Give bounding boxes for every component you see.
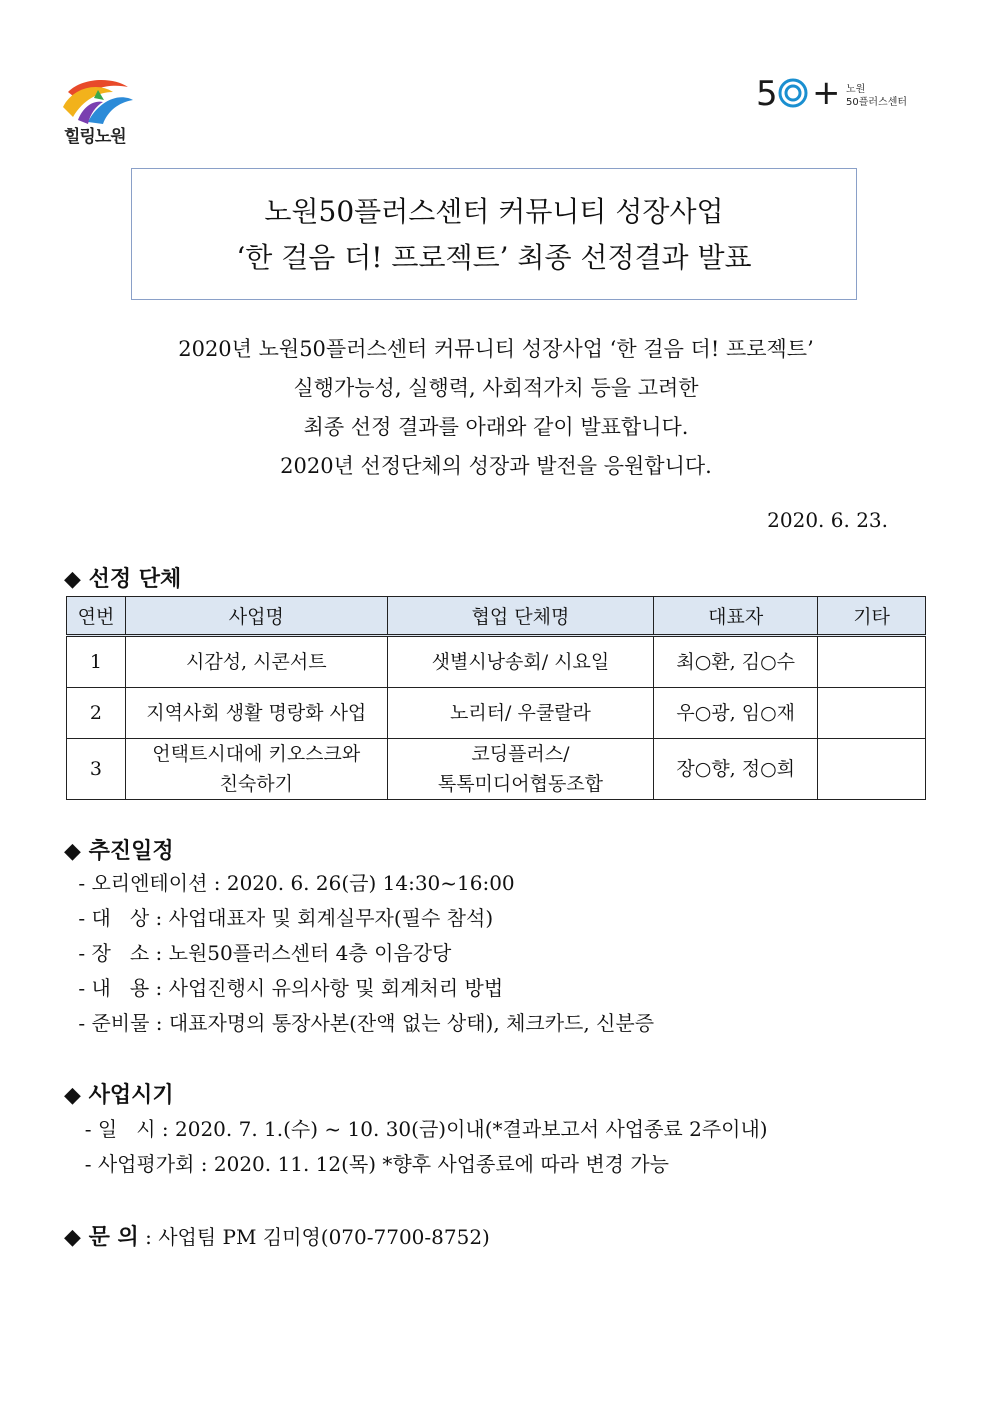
title-box — [131, 168, 857, 300]
list-item: - 내 용 : 사업진행시 유의사항 및 회계처리 방법 — [72, 976, 504, 1000]
nowon-50plus-logo — [756, 74, 916, 118]
selection-table — [66, 596, 926, 800]
healing-nowon-logo-text: 힐링노원 — [64, 127, 126, 147]
project-name: 언택트시대에 키오스크와 — [152, 743, 361, 765]
representative: 우○광, 임○재 — [654, 688, 818, 739]
star-logo-icon — [58, 72, 138, 128]
representative: 장○향, 정○희 — [654, 739, 818, 800]
list-item: - 장 소 : 노원50플러스센터 4층 이음강당 — [72, 941, 452, 965]
intro-line: 실행가능성, 실행력, 사회적가치 등을 고려한 — [293, 376, 699, 400]
representative: 최○환, 김○수 — [654, 636, 818, 688]
column-header: 협업 단체명 — [387, 597, 654, 636]
org-name: 코딩플러스/ — [471, 743, 570, 765]
project-name-cont: 친숙하기 — [219, 773, 293, 795]
contact-text: : 사업팀 PM 김미영(070-7700-8752) — [138, 1225, 490, 1249]
row-number: 1 — [67, 636, 126, 688]
etc-cell — [818, 636, 926, 688]
intro-line: 2020년 노원50플러스센터 커뮤니티 성장사업 ‘한 걸음 더! 프로젝트’ — [178, 337, 814, 361]
org-name: 노리터/ 우쿨랄라 — [387, 688, 654, 739]
period-heading: ◆ 사업시기 — [64, 1083, 174, 1108]
list-item: - 사업평가회 : 2020. 11. 12(목) *향후 사업종료에 따라 변경 가능 — [72, 1152, 669, 1176]
period-list — [72, 1112, 768, 1182]
row-number: 3 — [67, 739, 126, 800]
logo-plus: + — [812, 73, 841, 113]
project-name: 시감성, 시콘서트 — [125, 636, 387, 688]
list-item: - 대 상 : 사업대표자 및 회계실무자(필수 참석) — [72, 906, 494, 930]
intro-line: 최종 선정 결과를 아래와 같이 발표합니다. — [303, 415, 689, 439]
announcement-date: 2020. 6. 23. — [767, 508, 888, 532]
table-header-row — [67, 597, 926, 636]
column-header: 사업명 — [125, 597, 387, 636]
list-item: - 오리엔테이션 : 2020. 6. 26(금) 14:30~16:00 — [72, 871, 515, 895]
table-row — [67, 688, 926, 739]
org-name-cell — [387, 739, 654, 800]
contact-heading: ◆ 문 의 — [64, 1225, 139, 1250]
project-name: 지역사회 생활 명랑화 사업 — [125, 688, 387, 739]
list-item: - 일 시 : 2020. 7. 1.(수) ~ 10. 30(금)이내(*결과보고서 사업종료 2주이내) — [72, 1117, 768, 1141]
org-name: 샛별시낭송회/ 시요일 — [387, 636, 654, 688]
intro-paragraph — [96, 330, 896, 486]
title-line-1: 노원50플러스센터 커뮤니티 성장사업 — [264, 195, 724, 228]
title-line-2: ‘한 걸음 더! 프로젝트’ 최종 선정결과 발표 — [236, 241, 752, 274]
column-header: 대표자 — [654, 597, 818, 636]
contact-line — [64, 1220, 490, 1251]
list-item: - 준비물 : 대표자명의 통장사본(잔액 없는 상태), 체크카드, 신분증 — [72, 1011, 655, 1035]
column-header: 연번 — [67, 597, 126, 636]
schedule-heading: ◆ 추진일정 — [64, 839, 174, 864]
logo-number: 5 — [756, 74, 778, 114]
logo-label-center: 50플러스센터 — [846, 97, 908, 108]
column-header: 기타 — [818, 597, 926, 636]
selection-heading: ◆ 선정 단체 — [64, 567, 182, 592]
circle-logo-icon — [778, 78, 808, 108]
etc-cell — [818, 739, 926, 800]
intro-line: 2020년 선정단체의 성장과 발전을 응원합니다. — [280, 454, 712, 478]
table-row — [67, 739, 926, 800]
project-name-cell — [125, 739, 387, 800]
logo-label-nowon: 노원 — [846, 84, 866, 95]
table-row — [67, 636, 926, 688]
schedule-list — [72, 866, 654, 1041]
etc-cell — [818, 688, 926, 739]
org-name-cont: 톡톡미디어협동조합 — [437, 773, 604, 795]
row-number: 2 — [67, 688, 126, 739]
